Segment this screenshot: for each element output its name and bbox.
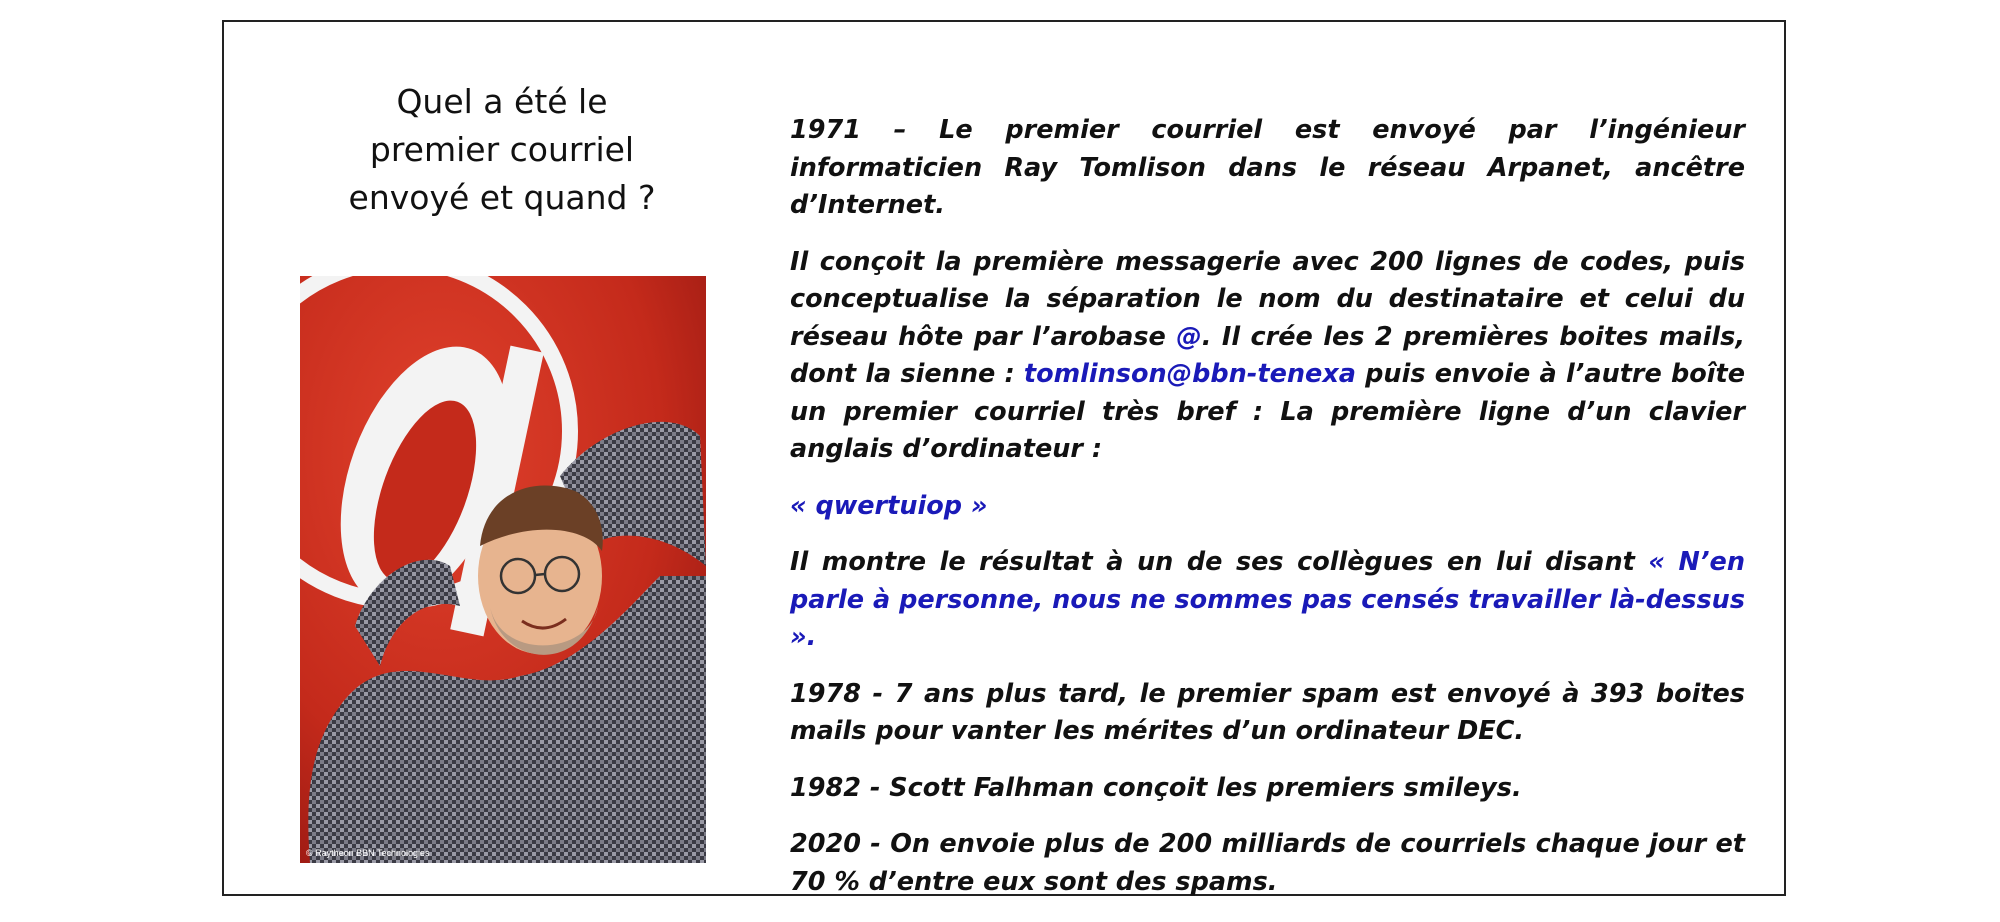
p4-text: Il montre le résultat à un de ses collègues en lui disant [790,547,1649,577]
paragraph-2020: 2020 - On envoie plus de 200 milliards de courriels chaque jour et 70 % d’entre eux sont des spams. [790,829,1745,897]
title-line-1: Quel a été le [396,82,608,121]
title-line-3: envoyé et quand ? [348,178,656,217]
article-body [790,112,1745,920]
at-sign-highlight: @ [1176,321,1202,352]
photo-credit: © Raytheon BBN Technologies [306,848,430,858]
paragraph-qwertuiop: « qwertuiop » [790,490,988,521]
title-line-2: premier courriel [369,130,635,169]
paragraph-1978: 1978 - 7 ans plus tard, le premier spam est envoyé à 393 boites mails pour vanter les mérites d’un ordinateur DEC. [790,678,1745,746]
quote-highlight: « N’en parle à personne, nous ne sommes pas censés travailler là-dessus ». [790,547,1745,652]
paragraph-1971: 1971 – Le premier courriel est envoyé par l’ingénieur informaticien Ray Tomlison dans le réseau Arpanet, ancêtre d’Internet. [790,115,1745,220]
p2-text-1: Il conçoit la première messagerie avec 200 lignes de codes, puis conceptualise la séparation le nom du destinataire et celui du réseau hôte par l’arobase [790,246,1745,352]
ray-tomlinson-photo [300,276,706,863]
p2-text-2: . Il crée les 2 premières boites mails, dont la sienne : [790,321,1746,389]
paragraph-colleague [790,544,1745,657]
paragraph-messaging [790,244,1745,469]
paragraph-1982: 1982 - Scott Falhman conçoit les premiers smileys. [790,772,1522,803]
person-at-sign-photo-icon [300,276,706,863]
email-highlight: tomlinson@bbn-tenexa [1023,359,1356,389]
p2-text-3: puis envoie à l’autre boîte un premier courriel très bref : La première ligne d’un clavier anglais d’ordinateur : [790,359,1745,464]
slide-title [262,78,742,222]
